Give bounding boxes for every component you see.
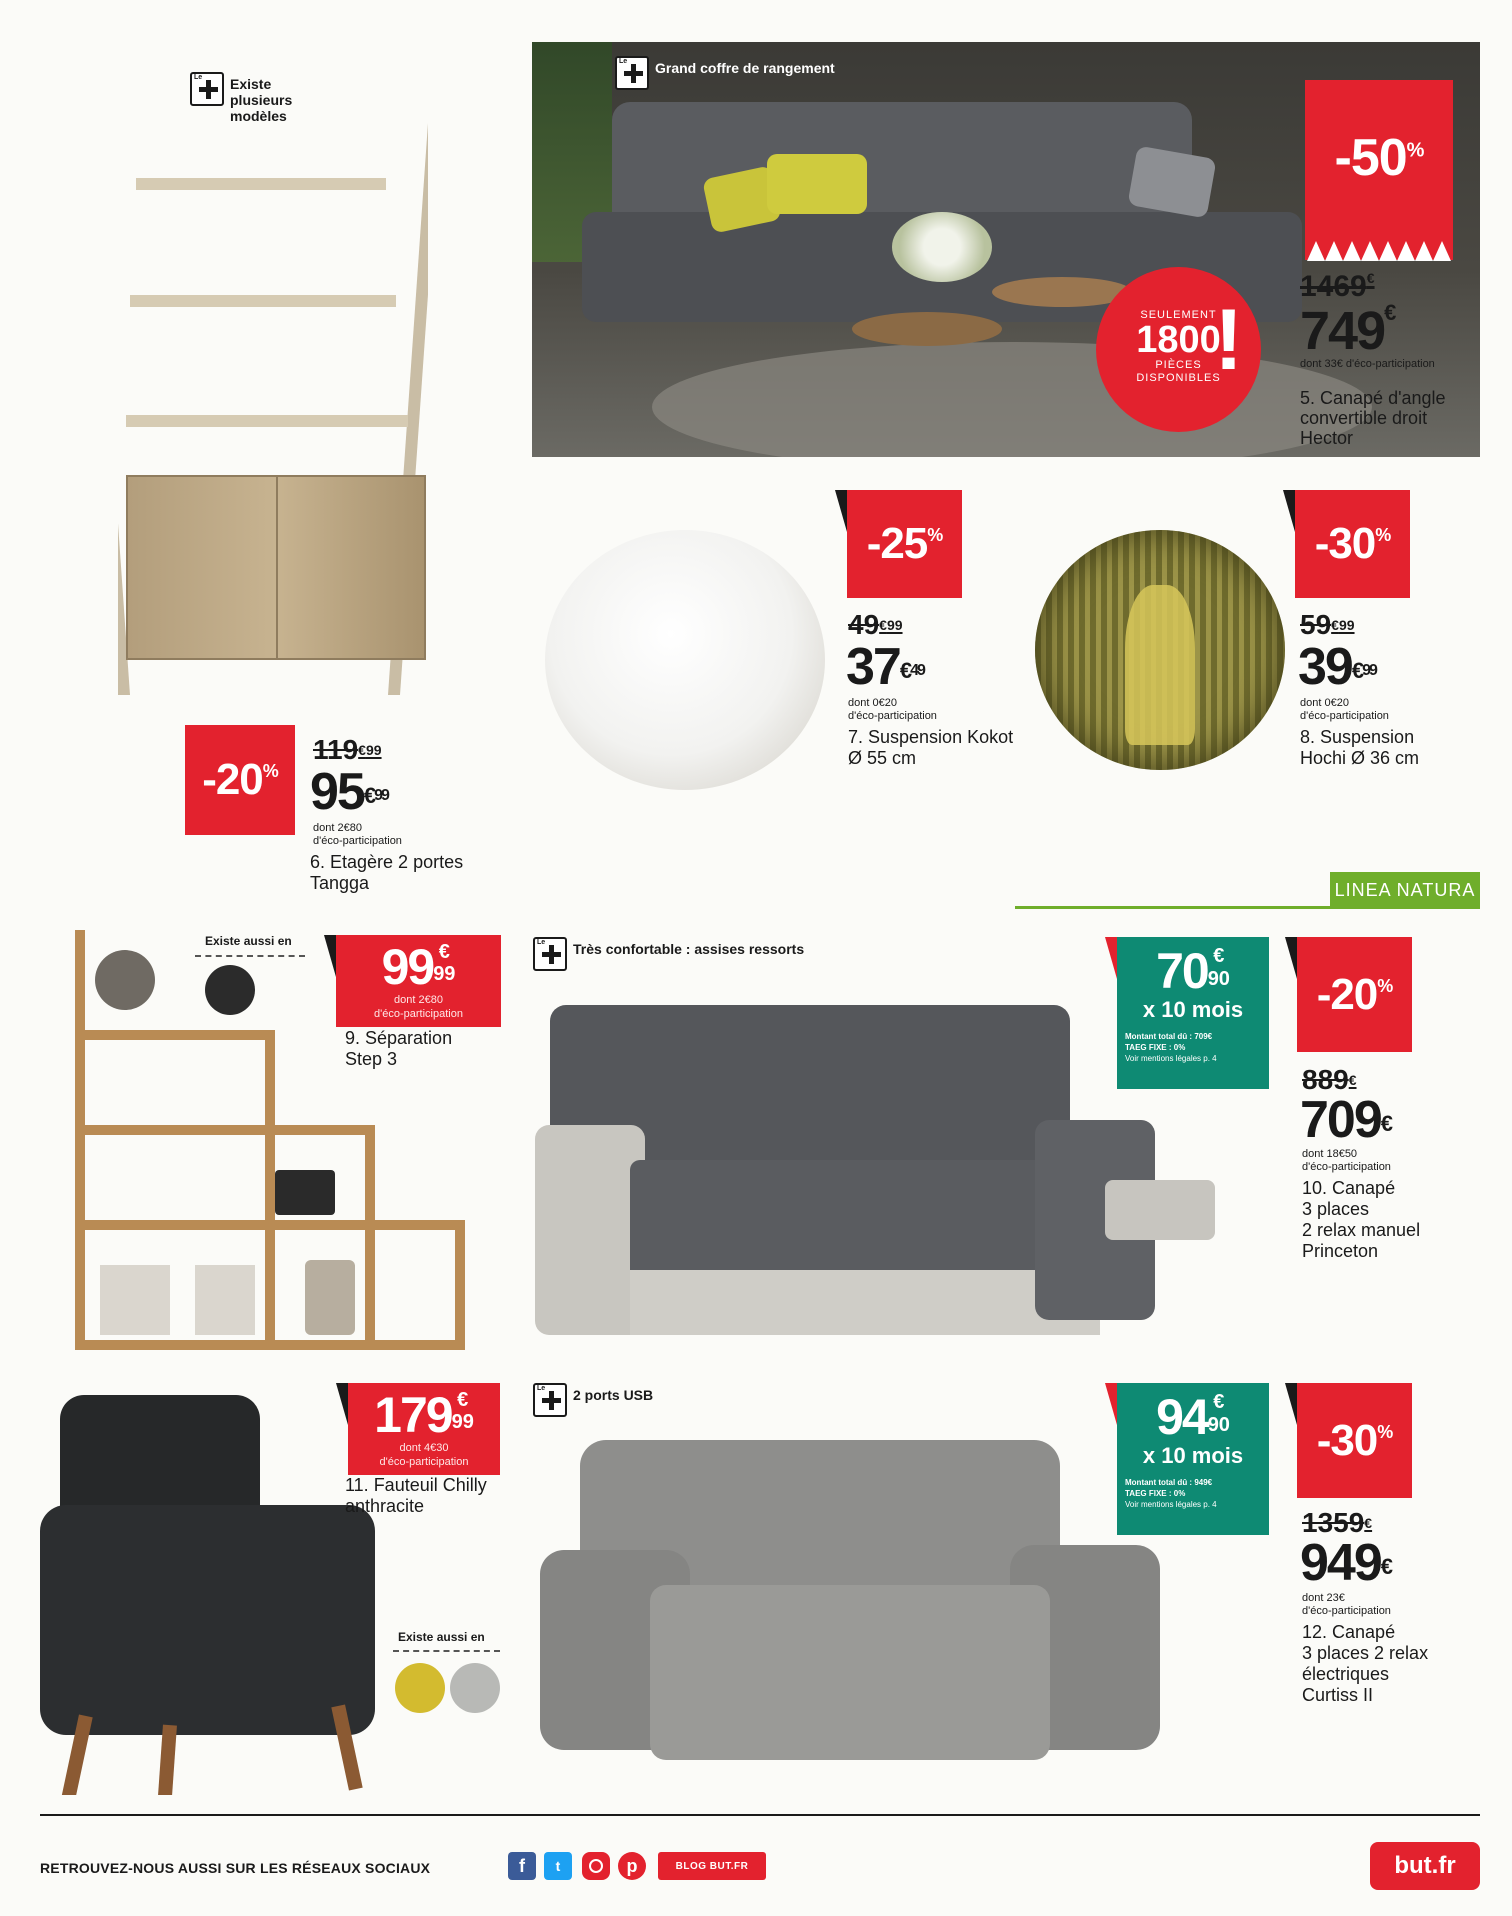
hero-discount-value: -50 (1334, 129, 1407, 187)
curtiss-note (533, 1383, 653, 1417)
pinterest-icon[interactable]: p (618, 1852, 646, 1880)
plus-icon: Le (190, 72, 224, 106)
step3-available-label: Existe aussi en (205, 934, 292, 948)
instagram-icon[interactable] (582, 1852, 610, 1880)
hero-discount-badge (1305, 80, 1453, 260)
hero-new-price: 749€ (1300, 300, 1395, 361)
hochi-eco: dont 0€20 d'éco-participation (1300, 697, 1389, 722)
hochi-product-name: 8. Suspension Hochi Ø 36 cm (1300, 727, 1420, 768)
linea-natura-label: LINEA NATURA (1330, 872, 1480, 908)
princeton-sofa-photo (535, 995, 1215, 1340)
curtiss-eco: dont 23€ d'éco-participation (1302, 1592, 1391, 1617)
kokot-discount-badge: -25% (847, 490, 962, 598)
shelf-photo (118, 70, 428, 695)
hero-product-name: 5. Canapé d'angle convertible droit Hector (1300, 388, 1446, 448)
chilly-product-name: 11. Fauteuil Chilly anthracite (345, 1475, 487, 1516)
chilly-available-label: Existe aussi en (398, 1630, 485, 1644)
curtiss-sofa-photo (540, 1440, 1160, 1770)
curtiss-old-price: 1359€ (1302, 1507, 1373, 1538)
princeton-new-price: 709€ (1300, 1091, 1392, 1149)
hero-eco: dont 33€ d'éco-participation (1300, 358, 1435, 370)
shelf-old-price: $119^{€99}$ (313, 734, 382, 765)
hochi-lamp-photo (1030, 525, 1295, 775)
coffee-table (852, 312, 1002, 346)
blog-link[interactable]: BLOG BUT.FR (658, 1852, 766, 1880)
rug (652, 342, 1372, 457)
step3-color-swatch-black[interactable] (205, 965, 255, 1015)
princeton-product-name: 10. Canapé 3 places 2 relax manuel Princeton (1302, 1178, 1421, 1261)
hero-old-price: 1469€ (1300, 270, 1375, 303)
shelf-eco: dont 2€80 d'éco-participation (313, 822, 402, 847)
plus-icon: Le (615, 56, 649, 90)
kokot-product-name: 7. Suspension Kokot Ø 55 cm (848, 727, 1014, 768)
shelf-product-name: 6. Etagère 2 portes Tangga (310, 852, 464, 893)
facebook-icon[interactable]: f (508, 1852, 536, 1880)
kokot-eco: dont 0€20 d'éco-participation (848, 697, 937, 722)
curtiss-new-price: 949€ (1300, 1534, 1392, 1592)
princeton-credit-box: 70 € 90 x 10 mois Montant total dû : 709€ TAEG FIXE : 0% Voir mentions légales p. 4 (1117, 937, 1269, 1089)
princeton-eco: dont 18€50 d'éco-participation (1302, 1148, 1391, 1173)
chilly-armchair-photo (40, 1395, 375, 1795)
hochi-discount-badge: -30% (1295, 490, 1410, 598)
hochi-new-price: $39^{€99}$ (1298, 638, 1376, 696)
hero-note-text: Grand coffre de rangement (655, 60, 835, 76)
percent-sign: % (1406, 139, 1424, 162)
stock-badge: SEULEMENT 1800 PIÈCES DISPONIBLES ! (1096, 267, 1261, 432)
chilly-color-swatch-grey[interactable] (450, 1663, 500, 1713)
kokot-lamp-photo (535, 520, 840, 805)
chilly-price-box: 179 € 99 dont 4€30 d'éco-participation (348, 1383, 500, 1475)
footer-divider (40, 1814, 1480, 1816)
plus-icon: Le (533, 937, 567, 971)
princeton-note (533, 937, 804, 971)
flower-vase (892, 212, 992, 282)
curtiss-credit-box: 94 € 90 x 10 mois Montant total dû : 949€ TAEG FIXE : 0% Voir mentions légales p. 4 (1117, 1383, 1269, 1535)
curtiss-discount-badge: -30% (1297, 1383, 1412, 1498)
curtiss-product-name: 12. Canapé 3 places 2 relax électriques Curtiss II (1302, 1622, 1429, 1705)
princeton-note-text: Très confortable : assises ressorts (573, 941, 805, 957)
hero-note (615, 56, 835, 90)
shelf-discount-badge: -20% (185, 725, 295, 835)
shelf-note (190, 72, 292, 124)
princeton-discount-badge: -20% (1297, 937, 1412, 1052)
curtiss-note-text: 2 ports USB (573, 1387, 654, 1403)
twitter-icon[interactable]: t (544, 1852, 572, 1880)
kokot-new-price: $37^{€49}$ (846, 638, 924, 696)
footer-social-text: RETROUVEZ-NOUS AUSSI SUR LES RÉSEAUX SOCIAUX (40, 1860, 431, 1876)
plus-icon: Le (533, 1383, 567, 1417)
hochi-old-price: $59^{€99}$ (1300, 609, 1355, 640)
chilly-color-swatch-yellow[interactable] (395, 1663, 445, 1713)
step3-product-name: 9. Séparation Step 3 (345, 1028, 453, 1069)
shelf-note-text: Existe plusieurs modèles (230, 76, 293, 124)
step3-price-box: 99 € 99 dont 2€80 d'éco-participation (336, 935, 501, 1027)
princeton-old-price: 889€ (1302, 1064, 1357, 1095)
yellow-cushion (767, 154, 867, 214)
kokot-old-price: $49^{€99}$ (848, 609, 903, 640)
shelf-new-price: $95^{€99}$ (310, 763, 388, 821)
site-logo-link[interactable]: but.fr (1370, 1842, 1480, 1890)
